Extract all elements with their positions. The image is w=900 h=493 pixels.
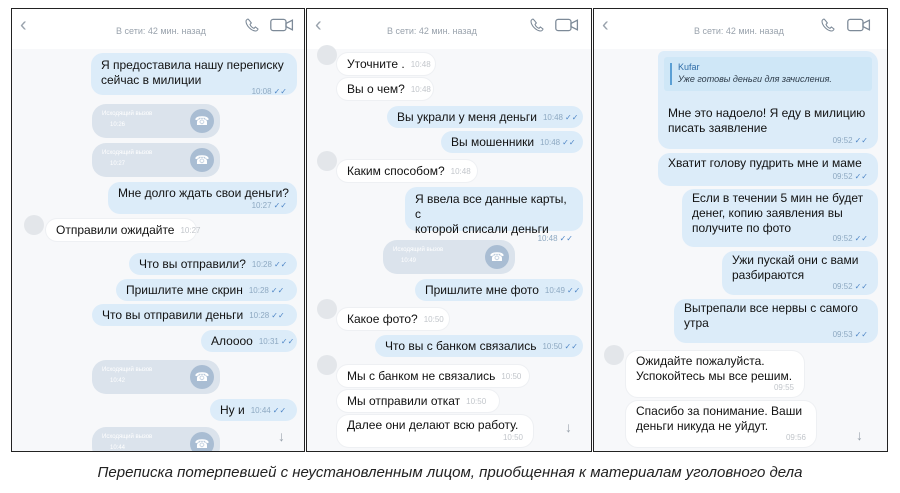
message-text: Какое фото? (347, 312, 418, 326)
image-caption: Переписка потерпевшей с неустановленным лицом, приобщенная к материалам уголовного дела (97, 464, 803, 481)
message-text: Вы украли у меня деньги (397, 110, 537, 124)
message-text: Ну и (220, 403, 245, 417)
message-bubble-outgoing (658, 153, 878, 186)
video-camera-icon[interactable] (270, 16, 294, 34)
message-text: Мы отправили откат (347, 394, 461, 408)
message-time: 10:48 (540, 137, 561, 147)
message-time: 09:53 (832, 330, 853, 340)
phone-icon[interactable]: ☎ (190, 432, 214, 452)
double-check-icon: ✓✓ (273, 259, 288, 269)
message-time: 10:50 (466, 396, 487, 406)
message-text: Ожидайте пожалуйста. Успокойтесь мы все решим. (636, 354, 793, 383)
call-time: 10:44 (110, 445, 126, 451)
phone-icon[interactable] (244, 16, 260, 34)
back-chevron-icon[interactable]: ‹ (602, 14, 609, 36)
message-text: Я ввела все данные карты, с которой списали деньги (415, 192, 567, 236)
message-time: 10:27 (180, 225, 201, 235)
call-time: 10:49 (401, 258, 417, 264)
avatar (604, 345, 624, 365)
phone-icon[interactable] (529, 16, 545, 34)
message-time: 10:27 (251, 201, 272, 211)
message-bubble-incoming (337, 365, 529, 387)
message-bubble-incoming (337, 78, 433, 100)
message-bubble-incoming (626, 351, 804, 397)
double-check-icon: ✓✓ (562, 137, 576, 147)
double-check-icon: ✓✓ (566, 285, 581, 295)
message-time: 10:48 (410, 59, 431, 69)
avatar (317, 299, 337, 319)
double-check-icon: ✓✓ (854, 234, 868, 244)
message-text: Спасибо за понимание. Ваши деньги никуда не уйдут. (636, 404, 803, 433)
message-time: 10:50 (502, 433, 523, 443)
message-time: 10:50 (501, 371, 522, 381)
phone-icon[interactable]: ☎ (190, 365, 214, 389)
message-bubble-outgoing (405, 187, 583, 244)
message-bubble-outgoing (91, 53, 297, 95)
quoted-message (664, 57, 872, 91)
message-text: Вытрепали все нервы с самого утра (684, 301, 858, 330)
message-text: Отправили ожидайте (56, 223, 175, 237)
arrow-down-icon[interactable]: ↓ (856, 427, 863, 443)
message-bubble-incoming (337, 308, 449, 330)
message-text: Ужи пускай они с вами разбираются (732, 253, 859, 282)
message-time: 10:48 (450, 166, 471, 176)
double-check-icon: ✓✓ (273, 87, 287, 97)
message-text: Что вы отправили деньги (102, 308, 244, 322)
call-bubble (92, 143, 220, 177)
message-bubble-incoming (337, 415, 533, 447)
message-text: Что вы отправили? (139, 257, 246, 271)
message-bubble-outgoing (92, 304, 297, 326)
call-bubble (92, 104, 220, 138)
phone-icon[interactable]: ☎ (485, 245, 509, 269)
message-bubble-outgoing (682, 189, 878, 247)
message-time: 09:55 (773, 383, 794, 393)
avatar (317, 151, 337, 171)
message-time: 09:52 (832, 234, 853, 244)
chat-header (307, 9, 591, 49)
video-camera-icon[interactable] (847, 16, 871, 34)
message-text: Мы с банком не связались (347, 369, 496, 383)
back-chevron-icon[interactable]: ‹ (315, 14, 322, 36)
message-bubble-outgoing (674, 299, 878, 343)
message-text: Мне долго ждать свои деньги? (118, 186, 289, 200)
double-check-icon: ✓✓ (270, 285, 285, 295)
double-check-icon: ✓✓ (272, 405, 287, 415)
double-check-icon: ✓✓ (854, 172, 868, 182)
message-time: 10:50 (423, 314, 444, 324)
message-time: 10:28 (251, 259, 272, 269)
contact-status: В сети: 42 мин. назад (694, 26, 784, 36)
message-bubble-outgoing (210, 399, 297, 421)
message-time: 10:48 (542, 112, 563, 122)
phone-icon[interactable]: ☎ (190, 109, 214, 133)
double-check-icon: ✓✓ (854, 282, 868, 292)
call-label: Исходящий вызов (102, 150, 153, 156)
message-bubble-outgoing (375, 335, 583, 357)
message-bubble-outgoing (415, 279, 583, 301)
message-time: 10:49 (544, 285, 565, 295)
quote-sender: Kufar (678, 62, 700, 72)
avatar (24, 215, 44, 235)
double-check-icon: ✓✓ (280, 336, 295, 346)
message-text: Вы о чем? (347, 82, 405, 96)
message-bubble-outgoing (129, 253, 297, 275)
message-text: Мне это надоело! Я еду в милицию писать заявление (668, 106, 866, 135)
call-label: Исходящий вызов (102, 111, 153, 117)
double-check-icon: ✓✓ (854, 136, 868, 146)
message-bubble-outgoing (201, 330, 297, 352)
message-time: 10:48 (537, 234, 558, 244)
message-time: 10:48 (410, 84, 431, 94)
message-text: Пришлите мне фото (425, 283, 539, 297)
call-label: Исходящий вызов (393, 247, 444, 253)
arrow-down-icon[interactable]: ↓ (565, 419, 572, 435)
message-bubble-outgoing (441, 131, 583, 153)
message-text: Хватит голову пудрить мне и маме (668, 156, 862, 170)
message-bubble-incoming (626, 401, 816, 447)
message-time: 09:52 (832, 136, 853, 146)
message-text: Вы мошенники (451, 135, 535, 149)
message-bubble-outgoing (108, 182, 297, 214)
message-time: 09:52 (832, 282, 853, 292)
message-text: Что вы с банком связались (385, 339, 537, 353)
message-bubble-outgoing (116, 279, 297, 301)
message-time: 10:08 (251, 87, 272, 97)
call-label: Исходящий вызов (102, 434, 153, 440)
message-bubble-outgoing-with-quote (658, 51, 878, 149)
quote-bar (670, 63, 672, 85)
message-time: 10:44 (250, 405, 271, 415)
message-time: 10:31 (258, 336, 279, 346)
video-camera-icon[interactable] (555, 16, 579, 34)
message-bubble-incoming (46, 219, 201, 241)
call-bubble (383, 240, 515, 274)
chat-screenshot-1 (11, 8, 305, 452)
message-bubble-outgoing (722, 251, 878, 295)
message-bubble-incoming (337, 160, 477, 182)
message-time: 09:52 (832, 172, 853, 182)
back-chevron-icon[interactable]: ‹ (20, 14, 27, 36)
message-text: Уточните . (347, 57, 405, 71)
call-bubble (92, 360, 220, 394)
message-text: Если в течении 5 мин не будет денег, копию заявления вы получите по фото (692, 191, 864, 235)
message-bubble-outgoing (387, 106, 583, 128)
contact-status: В сети: 42 мин. назад (116, 26, 206, 36)
call-time: 10:42 (110, 378, 126, 384)
call-label: Исходящий вызов (102, 367, 153, 373)
contact-status: В сети: 42 мин. назад (387, 26, 477, 36)
avatar (317, 45, 337, 65)
message-bubble-incoming (337, 53, 435, 75)
chat-screenshot-2 (306, 8, 592, 452)
message-bubble-incoming (337, 390, 499, 412)
call-time: 10:26 (110, 122, 126, 128)
double-check-icon: ✓✓ (564, 341, 578, 351)
double-check-icon: ✓✓ (564, 112, 579, 122)
message-time: 10:50 (542, 341, 563, 351)
message-time: 10:28 (249, 310, 270, 320)
message-time: 10:28 (248, 285, 269, 295)
chat-header (12, 9, 304, 49)
double-check-icon: ✓✓ (273, 201, 287, 211)
phone-icon[interactable] (820, 16, 836, 34)
message-text: Далее они делают всю работу. (347, 418, 519, 432)
message-text: Алоооо (211, 334, 253, 348)
avatar (317, 355, 337, 375)
message-text: Пришлите мне скрин (126, 283, 243, 297)
phone-icon[interactable]: ☎ (190, 148, 214, 172)
message-text: Я предоставила нашу переписку сейчас в милиции (101, 58, 284, 87)
call-time: 10:27 (110, 161, 126, 167)
double-check-icon: ✓✓ (271, 310, 285, 320)
arrow-down-icon[interactable]: ↓ (278, 428, 285, 444)
quote-text: Уже готовы деньги для зачисления. (678, 74, 832, 84)
chat-header (594, 9, 887, 49)
call-bubble (92, 427, 220, 452)
double-check-icon: ✓✓ (559, 234, 573, 244)
message-text: Каким способом? (347, 164, 445, 178)
chat-screenshot-3 (593, 8, 888, 452)
double-check-icon: ✓✓ (854, 330, 868, 340)
message-time: 09:56 (785, 433, 806, 443)
